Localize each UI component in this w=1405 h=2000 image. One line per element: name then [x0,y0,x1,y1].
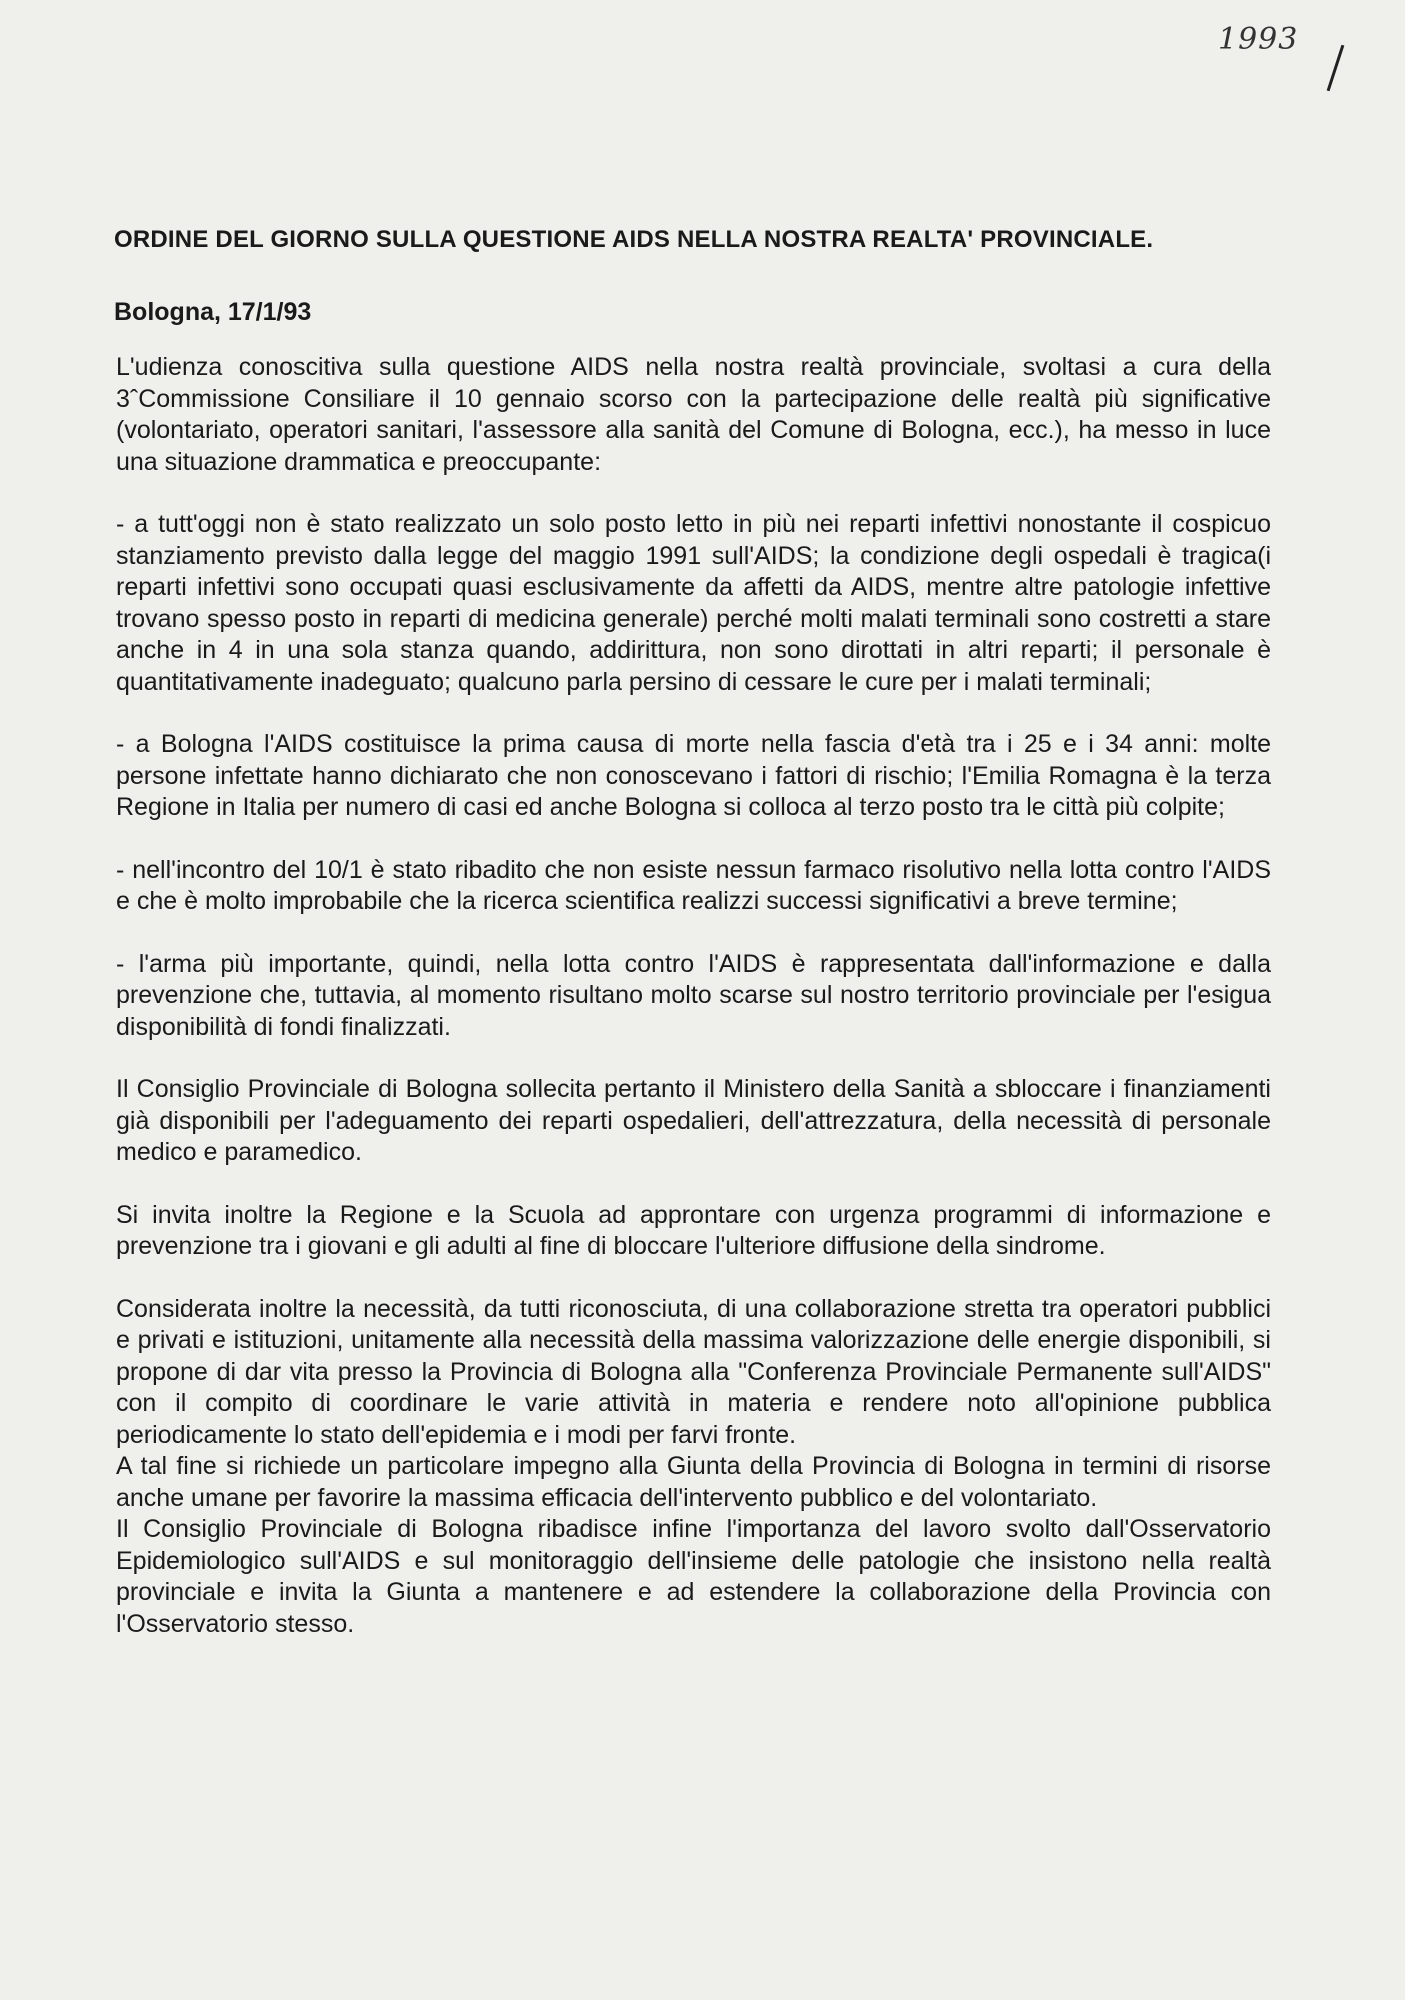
handwritten-year-annotation: 1993 [1218,22,1299,57]
paragraph-intro: L'udienza conoscitiva sulla questione AIDS nella nostra realtà provinciale, svoltasi a cura della 3ˆCommissione Consiliare il 10 gennaio scorso con la partecipazione delle realtà più significative (volontariato, operatori sanitari, l'assessore alla sanità del Comune di Bologna, ecc.), ha messo in luce una situazione drammatica e preoccupante: [116,353,1271,476]
document-body [116,352,1271,1640]
paragraph-region-school: Si invita inoltre la Regione e la Scuola ad approntare con urgenza programmi di informazione e prevenzione tra i giovani e gli adulti al fine di bloccare l'ulteriore diffusione della sindrome. [116,1200,1271,1260]
paragraph-point-beds: - a tutt'oggi non è stato realizzato un solo posto letto in più nei reparti infettivi nonostante il cospicuo stanziamento previsto dalla legge del maggio 1991 sull'AIDS; la condizione degli ospedali è tragica(i reparti infettivi sono occupati quasi esclusivamente da affetti da AIDS, mentre altre patologie infettive trovano spesso posto in reparti di medicina generale) perché molti malati terminali sono costretti a stare anche in 4 in una sola stanza quando, addirittura, non sono dirottati in altri reparti; il personale è quantitativamente inadeguato; qualcuno parla persino di cessare le cure per i malati terminali; [116,510,1271,696]
paragraph-giunta-commitment: A tal fine si richiede un particolare impegno alla Giunta della Provincia di Bologna in termini di risorse anche umane per favorire la massima efficacia dell'intervento pubblico e del volontariato. [116,1452,1271,1512]
paragraph-ministry-request: Il Consiglio Provinciale di Bologna sollecita pertanto il Ministero della Sanità a sbloccare i finanziamenti già disponibili per l'adeguamento dei reparti ospedalieri, dell'attrezzatura, della necessità di personale medico e paramedico. [116,1075,1271,1166]
paragraph-observatory: Il Consiglio Provinciale di Bologna ribadisce infine l'importanza del lavoro svolto dall'Osservatorio Epidemiologico sull'AIDS e sul monitoraggio dell'insieme delle patologie che insistono nella realtà provinciale e invita la Giunta a mantenere e ad estendere la collaborazione della Provincia con l'Osservatorio stesso. [116,1515,1271,1638]
document-date-line: Bologna, 17/1/93 [114,298,312,326]
paragraph-point-no-cure: - nell'incontro del 10/1 è stato ribadito che non esiste nessun farmaco risolutivo nella lotta contro l'AIDS e che è molto improbabile che la ricerca scientifica realizzi successi significativi a breve termine; [116,855,1271,915]
handwritten-slash-mark [1327,45,1345,92]
paragraph-conference-proposal: Considerata inoltre la necessità, da tutti riconosciuta, di una collaborazione stretta tra operatori pubblici e privati e istituzioni, unitamente alla necessità della massima valorizzazione delle energie disponibili, si propone di dar vita presso la Provincia di Bologna alla "Conferenza Provinciale Permanente sull'AIDS" con il compito di coordinare le varie attività in materia e rendere noto all'opinione pubblica periodicamente lo stato dell'epidemia e i modi per farvi fronte. [116,1294,1271,1449]
paragraph-point-prevention: - l'arma più importante, quindi, nella lotta contro l'AIDS è rappresentata dall'informazione e dalla prevenzione che, tuttavia, al momento risultano molto scarse sul nostro territorio provinciale per l'esigua disponibilità di fondi finalizzati. [116,949,1271,1041]
document-title: ORDINE DEL GIORNO SULLA QUESTIONE AIDS NELLA NOSTRA REALTA' PROVINCIALE. [114,226,1154,253]
paragraph-point-bologna-deaths: - a Bologna l'AIDS costituisce la prima causa di morte nella fascia d'età tra i 25 e i 34 anni: molte persone infettate hanno dichiarato che non conoscevano i fattori di rischio; l'Emilia Romagna è la terza Regione in Italia per numero di casi ed anche Bologna si colloca al terzo posto tra le città più colpite; [116,730,1271,821]
